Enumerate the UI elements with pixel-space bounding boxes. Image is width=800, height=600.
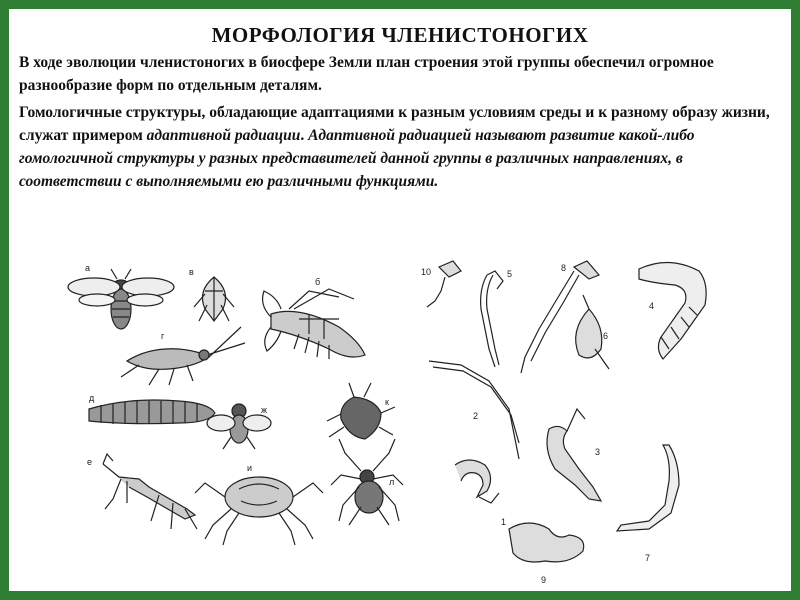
definition-adaptive-radiation: Адаптивной радиацией называют развитие какой-либо гомологичной структуры у разных представителей данной группы в различных направлениях, в соответствии с выполняемыми ею различными функциями. xyxy=(19,127,695,190)
label-limb-2: 2 xyxy=(473,411,479,421)
label-limb-8: 8 xyxy=(561,263,567,273)
limb-10-drawing xyxy=(427,261,461,307)
label-animal-g: г xyxy=(161,331,165,341)
label-limb-1: 1 xyxy=(501,517,507,527)
label-limb-4: 4 xyxy=(649,301,655,311)
arthropods-illustration xyxy=(9,9,791,591)
label-limb-6: 6 xyxy=(603,331,609,341)
water-bug-drawing xyxy=(194,277,234,321)
paragraph-evolution: В ходе эволюции членистоногих в биосфере Земли план строения этой группы обеспечил огромное разнообразие форм по отдельным деталям. xyxy=(19,54,714,94)
term-adaptive-radiation: адаптивной радиации xyxy=(146,127,301,144)
label-limb-10: 10 xyxy=(421,267,432,277)
limb-1-drawing xyxy=(455,460,499,503)
limb-7-drawing xyxy=(617,445,679,531)
label-limb-7: 7 xyxy=(645,553,651,563)
label-animal-i: и xyxy=(247,463,253,473)
paragraph-text: . xyxy=(300,127,309,144)
crab-drawing xyxy=(195,477,323,545)
bee-drawing xyxy=(68,269,174,329)
slide-title: МОРФОЛОГИЯ ЧЛЕНИСТОНОГИХ xyxy=(211,23,589,47)
limb-5-drawing xyxy=(481,271,503,367)
label-animal-e: е xyxy=(87,457,93,467)
crayfish-drawing xyxy=(263,289,365,359)
label-animal-k: к xyxy=(385,397,389,407)
label-limb-3: 3 xyxy=(595,447,601,457)
cricket-drawing xyxy=(121,327,245,385)
shield-bug-drawing xyxy=(327,383,395,439)
label-animal-zh: ж xyxy=(261,405,268,415)
label-limb-5: 5 xyxy=(507,269,513,279)
label-animal-d: д xyxy=(89,393,95,403)
label-limb-9: 9 xyxy=(541,575,547,585)
caterpillar-drawing xyxy=(89,400,215,424)
label-animal-v: в xyxy=(189,267,194,277)
label-animal-b: б xyxy=(315,277,321,287)
limb-2-drawing xyxy=(429,361,519,459)
mantis-drawing xyxy=(103,454,197,529)
limb-9-drawing xyxy=(509,523,584,562)
label-animal-l: л xyxy=(389,477,395,487)
label-animal-a: а xyxy=(85,263,91,273)
limb-3-drawing xyxy=(547,409,601,501)
slide-frame xyxy=(9,9,791,591)
paragraph-text: Гомологичные структуры, обладающие адаптациями к разным условиям среды и к разному образу жизни, служат примером xyxy=(19,104,770,144)
